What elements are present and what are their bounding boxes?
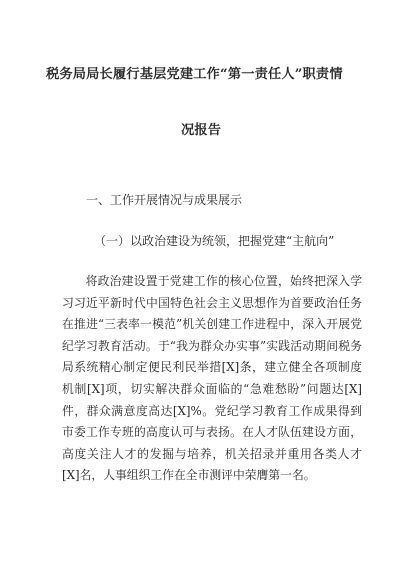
subsection-heading: （一）以政治建设为统领，把握党建“主航向” — [94, 234, 335, 248]
body-paragraph: 将政治建设置于党建工作的核心位置，始终把深入学习习近平新时代中国特色社会主义思想作为首要政治任务在推进“三表率一模范”机关创建工作进程中，深入开展党纪学习教育活动。于“我为群众办实事”实践活动期间税务局系统精心制定便民利民举措[X]条，建立健全各项制度机制[X]项，切实解决群众面临的“急难愁盼”问题达[X]件，群众满意度高达[X]%。党纪学习教育工作成果得到市委工作专班的高度认可与表扬。在人才队伍建设方面，高度关注人才的发掘与培养，机关招录并重用各类人才[X]名，人事组织工作在全市测评中荣膺第一名。 — [62, 274, 362, 483]
body-text-block — [62, 271, 362, 487]
section-heading: 一、工作开展情况与成果展示 — [86, 193, 243, 207]
document-title-line-1: 税务局局长履行基层党建工作“第一责任人”职责情 — [46, 67, 343, 82]
document-title-line-2: 况报告 — [181, 123, 222, 138]
